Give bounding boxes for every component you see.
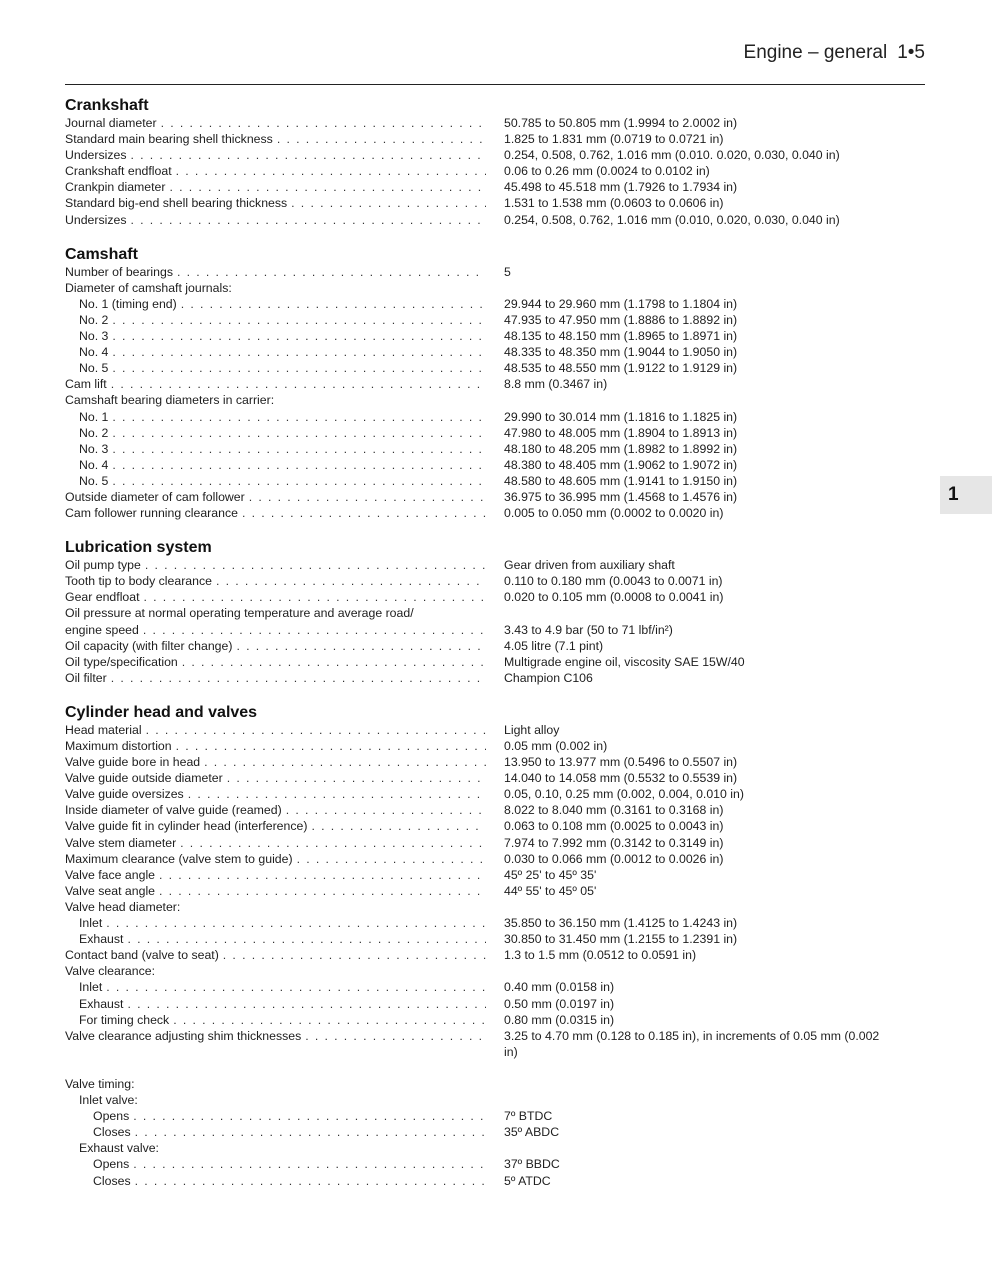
section-title: Lubrication system [65, 539, 212, 557]
spec-content [65, 96, 885, 1206]
chapter-tab: 1 [940, 476, 992, 514]
spec-row [65, 457, 885, 473]
spec-heading-row [65, 605, 885, 621]
spec-value: 14.040 to 14.058 mm (0.5532 to 0.5539 in) [504, 771, 738, 786]
spec-value: 37º BBDC [504, 1157, 560, 1172]
spec-row [65, 131, 885, 147]
section-lubrication-system [65, 538, 885, 686]
spec-label: Valve guide oversizes [65, 787, 184, 802]
spec-value: 0.020 to 0.105 mm (0.0008 to 0.0041 in) [504, 590, 724, 605]
spec-row [65, 654, 885, 670]
spec-label: engine speed [65, 622, 139, 637]
spec-label: Journal diameter [65, 116, 157, 130]
spec-label: No. 4 [79, 345, 109, 360]
spec-value: 29.944 to 29.960 mm (1.1798 to 1.1804 in) [504, 296, 738, 311]
spec-value: 1.531 to 1.538 mm (0.0603 to 0.0606 in) [504, 196, 724, 211]
spec-label: Diameter of camshaft journals: [65, 280, 232, 295]
spec-row [65, 115, 885, 131]
section-camshaft [65, 245, 885, 522]
spec-value: 48.335 to 48.350 mm (1.9044 to 1.9050 in) [504, 345, 738, 360]
spec-value: 7º BTDC [504, 1109, 553, 1124]
spec-label: Opens [93, 1157, 130, 1172]
spec-label: Valve guide bore in head [65, 755, 201, 770]
spec-row [65, 573, 885, 589]
header-rule [65, 84, 925, 85]
spec-value: 50.785 to 50.805 mm (1.9994 to 2.0002 in) [504, 116, 738, 130]
spec-label: Valve clearance: [65, 964, 155, 979]
spec-label: No. 5 [79, 473, 109, 488]
spec-value: 48.135 to 48.150 mm (1.8965 to 1.8971 in) [504, 329, 738, 344]
spec-heading-row [65, 280, 885, 296]
spec-value: 36.975 to 36.995 mm (1.4568 to 1.4576 in) [504, 489, 738, 504]
spec-label: Inside diameter of valve guide (reamed) [65, 803, 282, 818]
spec-label: Head material [65, 722, 142, 737]
spec-row [65, 473, 885, 489]
spec-value: 8.8 mm (0.3467 in) [504, 377, 608, 392]
spec-value: 0.05, 0.10, 0.25 mm (0.002, 0.004, 0.010 in) [504, 787, 744, 802]
spec-value: 1.825 to 1.831 mm (0.0719 to 0.0721 in) [504, 132, 724, 147]
spec-row [65, 195, 885, 211]
spec-value: 30.850 to 31.450 mm (1.2155 to 1.2391 in) [504, 932, 738, 947]
spec-label: No. 4 [79, 457, 109, 472]
spec-row [65, 1124, 885, 1140]
spec-label: Cam lift [65, 377, 107, 392]
spec-value: 0.005 to 0.050 mm (0.0002 to 0.0020 in) [504, 506, 724, 521]
spec-value: 0.50 mm (0.0197 in) [504, 996, 615, 1011]
spec-row [65, 264, 885, 280]
spec-value: 0.80 mm (0.0315 in) [504, 1012, 615, 1027]
spec-value: Champion C106 [504, 670, 593, 685]
spec-label: Oil pump type [65, 558, 141, 573]
spec-label: No. 2 [79, 312, 109, 327]
spec-row [65, 409, 885, 425]
spec-value: 0.254, 0.508, 0.762, 1.016 mm (0.010, 0.020, 0.030, 0.040 in) [504, 212, 840, 227]
spec-label: Contact band (valve to seat) [65, 948, 219, 963]
spec-label: Valve stem diameter [65, 835, 177, 850]
spec-label: No. 1 (timing end) [79, 296, 177, 311]
spec-row [65, 738, 885, 754]
spec-label: Valve guide fit in cylinder head (interference) [65, 819, 308, 834]
spec-heading-row [65, 1092, 885, 1108]
spec-value: 0.06 to 0.26 mm (0.0024 to 0.0102 in) [504, 164, 710, 179]
section-crankshaft [65, 96, 885, 228]
spec-row [65, 754, 885, 770]
spec-value: 29.990 to 30.014 mm (1.1816 to 1.1825 in) [504, 409, 738, 424]
spec-label: Valve guide outside diameter [65, 771, 223, 786]
spec-value: 0.030 to 0.066 mm (0.0012 to 0.0026 in) [504, 851, 724, 866]
spec-row [65, 802, 885, 818]
spec-row [65, 360, 885, 376]
spec-label: Closes [93, 1173, 131, 1188]
spec-label: Valve head diameter: [65, 899, 181, 914]
spec-value: 35.850 to 36.150 mm (1.4125 to 1.4243 in) [504, 916, 738, 931]
spec-heading-row [65, 1076, 885, 1092]
spec-row [65, 344, 885, 360]
spec-label: Crankpin diameter [65, 180, 166, 195]
spec-heading-row [65, 963, 885, 979]
spec-value: 3.43 to 4.9 bar (50 to 71 lbf/in²) [504, 622, 673, 637]
spec-row [65, 441, 885, 457]
spec-row [65, 163, 885, 179]
spec-value: 7.974 to 7.992 mm (0.3142 to 0.3149 in) [504, 835, 724, 850]
spec-label: Gear endfloat [65, 590, 140, 605]
spec-row [65, 1012, 885, 1028]
spec-row [65, 425, 885, 441]
spec-row [65, 722, 885, 738]
spec-label: Oil pressure at normal operating temperature and average road/ [65, 606, 414, 621]
spec-value: 8.022 to 8.040 mm (0.3161 to 0.3168 in) [504, 803, 724, 818]
spec-value: 45.498 to 45.518 mm (1.7926 to 1.7934 in) [504, 180, 738, 195]
spec-label: Camshaft bearing diameters in carrier: [65, 393, 275, 408]
spec-label: Oil type/specification [65, 654, 178, 669]
spec-value: Gear driven from auxiliary shaft [504, 558, 675, 573]
spec-label: Undersizes [65, 148, 127, 163]
spec-value: 47.935 to 47.950 mm (1.8886 to 1.8892 in) [504, 312, 738, 327]
spec-row [65, 670, 885, 686]
spec-label: Valve clearance adjusting shim thicknesses [65, 1028, 302, 1043]
spec-row [65, 179, 885, 195]
spec-label: Valve timing: [65, 1076, 135, 1091]
spec-value: 45º 25' to 45º 35' [504, 867, 597, 882]
spec-row [65, 638, 885, 654]
spec-row [65, 979, 885, 995]
spec-row [65, 915, 885, 931]
spec-label: Outside diameter of cam follower [65, 489, 245, 504]
spec-label: Valve seat angle [65, 883, 156, 898]
spec-label: Exhaust [79, 932, 124, 947]
spacer-row [65, 1060, 885, 1076]
spec-heading-row [65, 392, 885, 408]
spec-value: Multigrade engine oil, viscosity SAE 15W/40 [504, 654, 745, 669]
spec-row [65, 489, 885, 505]
spec-label: Closes [93, 1125, 131, 1140]
spec-row [65, 505, 885, 521]
spec-row [65, 312, 885, 328]
spec-row [65, 996, 885, 1012]
page-header [744, 42, 925, 64]
spec-label: No. 2 [79, 425, 109, 440]
spec-value: 1.3 to 1.5 mm (0.0512 to 0.0591 in) [504, 948, 697, 963]
spec-value: 0.40 mm (0.0158 in) [504, 980, 615, 995]
spec-heading-row [65, 1140, 885, 1156]
page-number: 1•5 [897, 42, 925, 63]
spec-row [65, 786, 885, 802]
section-title: Cylinder head and valves [65, 703, 258, 721]
spec-label: Tooth tip to body clearance [65, 574, 212, 589]
spec-label: Opens [93, 1109, 130, 1124]
spec-label: Inlet [79, 916, 103, 931]
spec-value: 47.980 to 48.005 mm (1.8904 to 1.8913 in) [504, 425, 738, 440]
spec-label: Oil filter [65, 670, 107, 685]
spec-row [65, 212, 885, 228]
spec-label: For timing check [79, 1012, 170, 1027]
spec-row [65, 1108, 885, 1124]
spec-heading-row [65, 899, 885, 915]
spec-row [65, 818, 885, 834]
spec-value: 3.25 to 4.70 mm (0.128 to 0.185 in), in increments of 0.05 mm (0.002 in) [504, 1028, 880, 1059]
spec-value: 5 [504, 264, 511, 279]
spec-value: 35º ABDC [504, 1125, 560, 1140]
spec-label: Oil capacity (with filter change) [65, 638, 233, 653]
spec-label: Inlet [79, 980, 103, 995]
spec-label: Number of bearings [65, 264, 173, 279]
header-title: Engine – general [743, 42, 888, 63]
spec-row [65, 883, 885, 899]
spec-row [65, 931, 885, 947]
spec-row [65, 376, 885, 392]
spec-row [65, 328, 885, 344]
spec-value: 13.950 to 13.977 mm (0.5496 to 0.5507 in) [504, 755, 738, 770]
spec-row [65, 1156, 885, 1172]
spec-value: 0.110 to 0.180 mm (0.0043 to 0.0071 in) [504, 574, 723, 589]
spec-row [65, 557, 885, 573]
spec-row [65, 1028, 885, 1060]
section-title: Camshaft [65, 245, 138, 263]
spec-value: 0.063 to 0.108 mm (0.0025 to 0.0043 in) [504, 819, 724, 834]
spec-row [65, 770, 885, 786]
spec-value: 5º ATDC [504, 1173, 551, 1188]
spec-label: Standard main bearing shell thickness [65, 132, 273, 147]
spec-row [65, 867, 885, 883]
spec-label: No. 1 [79, 409, 109, 424]
spec-value: 48.580 to 48.605 mm (1.9141 to 1.9150 in) [504, 473, 738, 488]
spec-label: No. 3 [79, 329, 109, 344]
spec-value: 44º 55' to 45º 05' [504, 883, 597, 898]
spec-label: Undersizes [65, 212, 127, 227]
spec-label: Valve face angle [65, 867, 156, 882]
spec-label: No. 3 [79, 441, 109, 456]
section-cylinder-head-and-valves [65, 703, 885, 1189]
spec-label: Inlet valve: [79, 1093, 138, 1108]
spec-row [65, 1173, 885, 1189]
spec-label: Cam follower running clearance [65, 506, 238, 521]
spec-row [65, 947, 885, 963]
spec-label: No. 5 [79, 361, 109, 376]
spec-label: Exhaust [79, 996, 124, 1011]
spec-label: Maximum distortion [65, 739, 172, 753]
section-title: Crankshaft [65, 97, 149, 114]
spec-row [65, 851, 885, 867]
spec-value: Light alloy [504, 722, 560, 737]
spec-value: 48.380 to 48.405 mm (1.9062 to 1.9072 in) [504, 457, 738, 472]
spec-row [65, 622, 885, 638]
spec-value: 0.05 mm (0.002 in) [504, 739, 608, 753]
spec-value: 48.180 to 48.205 mm (1.8982 to 1.8992 in) [504, 441, 738, 456]
spec-value: 48.535 to 48.550 mm (1.9122 to 1.9129 in) [504, 361, 738, 376]
spec-label: Crankshaft endfloat [65, 164, 172, 179]
spec-row [65, 296, 885, 312]
spec-row [65, 147, 885, 163]
spec-value: 0.254, 0.508, 0.762, 1.016 mm (0.010. 0.020, 0.030, 0.040 in) [504, 148, 840, 163]
spec-label: Maximum clearance (valve stem to guide) [65, 851, 293, 866]
spec-value: 4.05 litre (7.1 pint) [504, 638, 604, 653]
spec-label: Standard big-end shell bearing thickness [65, 196, 288, 211]
spec-label: Exhaust valve: [79, 1141, 159, 1156]
spec-row [65, 589, 885, 605]
spec-row [65, 835, 885, 851]
